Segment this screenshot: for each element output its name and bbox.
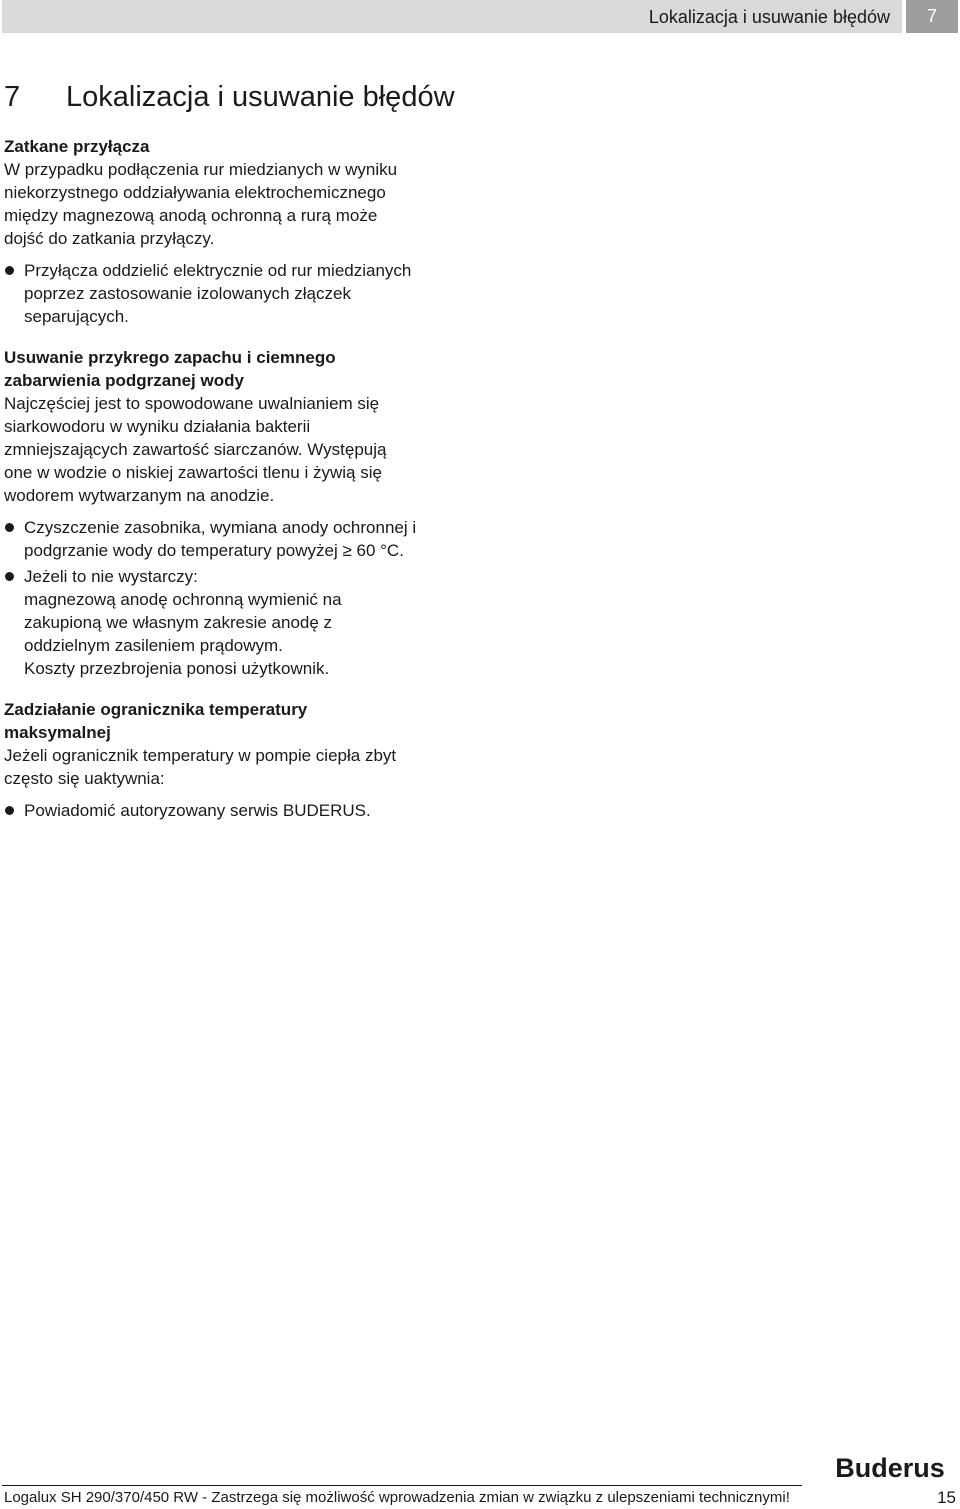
- running-header-title: Lokalizacja i usuwanie błędów: [648, 7, 890, 27]
- bullet-line: oddzielnym zasileniem prądowym.: [24, 636, 283, 655]
- section-title: [4, 346, 474, 392]
- section-paragraph: [4, 392, 474, 507]
- chapter-number-tab: 7: [906, 0, 958, 33]
- bullet-line: Przyłącza oddzielić elektrycznie od rur miedzianych: [24, 261, 412, 280]
- bullet-item: [4, 259, 474, 328]
- bullet-item: [4, 565, 474, 680]
- bullet-dot-icon: [5, 806, 14, 815]
- bullet-line: Koszty przezbrojenia ponosi użytkownik.: [24, 659, 330, 678]
- buderus-logo: [822, 1452, 958, 1482]
- section: [4, 698, 474, 822]
- bullet-line: magnezową anodę ochronną wymienić na: [24, 590, 342, 609]
- bullet-list: [4, 799, 474, 822]
- section: [4, 346, 474, 680]
- paragraph-line: one w wodzie o niskiej zawartości tlenu i żywią się: [4, 463, 382, 482]
- paragraph-line: zmniejszających zawartość siarczanów. Występują: [4, 440, 387, 459]
- bullet-dot-icon: [5, 572, 14, 581]
- bullet-list: [4, 516, 474, 680]
- section-paragraph: [4, 158, 474, 250]
- section-paragraph: [4, 744, 474, 790]
- section: [4, 135, 474, 328]
- bullet-line: Jeżeli to nie wystarczy:: [24, 567, 198, 586]
- bullet-item: [4, 799, 474, 822]
- bullet-list: [4, 259, 474, 328]
- content-column: [4, 135, 474, 840]
- footer-text: Logalux SH 290/370/450 RW - Zastrzega się możliwość wprowadzenia zmian w związku z ulepszeniami technicznymi!: [4, 1489, 790, 1506]
- section-title: [4, 698, 474, 744]
- page-number: 15: [937, 1488, 956, 1507]
- section-title-line: Zadziałanie ogranicznika temperatury: [4, 700, 308, 719]
- paragraph-line: Najczęściej jest to spowodowane uwalnianiem się: [4, 394, 380, 413]
- section-title-line: Zatkane przyłącza: [4, 137, 150, 156]
- bullet-dot-icon: [5, 266, 14, 275]
- bullet-line: Powiadomić autoryzowany serwis BUDERUS.: [24, 801, 371, 820]
- chapter-heading-title: Lokalizacja i usuwanie błędów: [66, 81, 455, 113]
- chapter-heading-number: 7: [4, 81, 21, 113]
- bullet-item: [4, 516, 474, 562]
- chapter-heading: [4, 80, 455, 114]
- bullet-dot-icon: [5, 523, 14, 532]
- buderus-logo-text: Buderus: [835, 1453, 945, 1482]
- paragraph-line: dojść do zatkania przyłączy.: [4, 229, 215, 248]
- bullet-line: Czyszczenie zasobnika, wymiana anody ochronnej i: [24, 518, 417, 537]
- running-header: [2, 0, 902, 33]
- paragraph-line: Jeżeli ogranicznik temperatury w pompie ciepła zbyt: [4, 746, 397, 765]
- footer-rule: [2, 1485, 802, 1486]
- paragraph-line: niekorzystnego oddziaływania elektrochemicznego: [4, 183, 386, 202]
- paragraph-line: między magnezową anodą ochronną a rurą może: [4, 206, 378, 225]
- paragraph-line: siarkowodoru w wyniku działania bakterii: [4, 417, 311, 436]
- section-title-line: maksymalnej: [4, 723, 111, 742]
- bullet-line: zakupioną we własnym zakresie anodę z: [24, 613, 333, 632]
- bullet-line: poprzez zastosowanie izolowanych złączek: [24, 284, 351, 303]
- section-title: [4, 135, 474, 158]
- paragraph-line: wodorem wytwarzanym na anodzie.: [4, 486, 275, 505]
- section-title-line: zabarwienia podgrzanej wody: [4, 371, 244, 390]
- paragraph-line: często się uaktywnia:: [4, 769, 165, 788]
- bullet-line: separujących.: [24, 307, 129, 326]
- bullet-line: podgrzanie wody do temperatury powyżej ≥ 60 °C.: [24, 541, 404, 560]
- paragraph-line: W przypadku podłączenia rur miedzianych w wyniku: [4, 160, 398, 179]
- section-title-line: Usuwanie przykrego zapachu i ciemnego: [4, 348, 336, 367]
